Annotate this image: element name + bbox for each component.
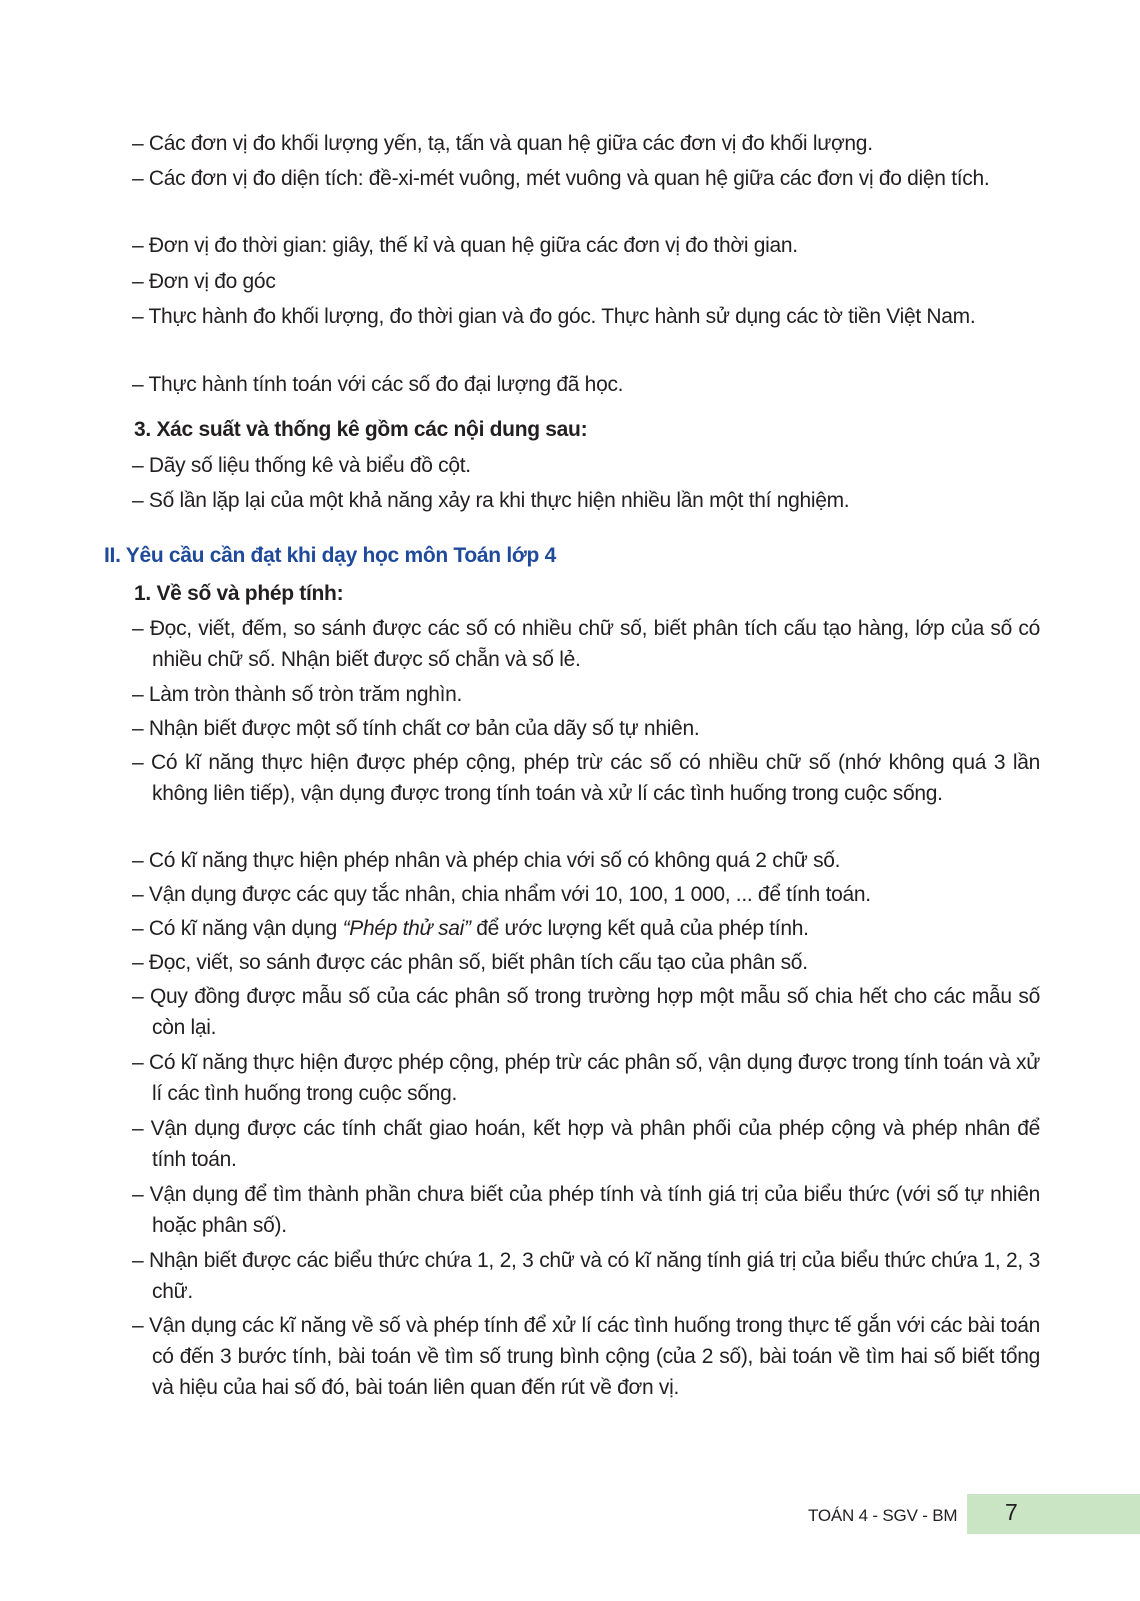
list-item: – Các đơn vị đo diện tích: đề-xi-mét vuông, mét vuông và quan hệ giữa các đơn vị đo diện tích. (132, 167, 990, 190)
list-item: – Đơn vị đo góc (132, 270, 276, 293)
section-heading: II. Yêu cầu cần đạt khi dạy học môn Toán lớp 4 (104, 544, 556, 567)
book-label: TOÁN 4 - SGV - BM (808, 1506, 958, 1525)
sub-heading: 1. Về số và phép tính: (134, 582, 344, 605)
list-item: – Thực hành tính toán với các số đo đại lượng đã học. (132, 373, 624, 396)
list-item: – Đơn vị đo thời gian: giây, thế kỉ và quan hệ giữa các đơn vị đo thời gian. (132, 234, 798, 257)
page-number-band (967, 1494, 1140, 1534)
list-item: – Dãy số liệu thống kê và biểu đồ cột. (132, 454, 471, 477)
list-item: – Vận dụng được các quy tắc nhân, chia nhẩm với 10, 100, 1 000, ... để tính toán. (132, 883, 871, 906)
page-number: 7 (1005, 1499, 1018, 1525)
list-item: – Vận dụng các kĩ năng về số và phép tính để xử lí các tình huống trong thực tế gắn với các bài toán có đến 3 bước tính, bài toán về tìm số trung bình cộng (của 2 số), bài toán về tìm hai số biết tổng và hiệu của hai số đó, bài toán liên quan đến rút về đơn vị. (132, 1314, 1040, 1399)
list-item: – Quy đồng được mẫu số của các phân số trong trường hợp một mẫu số chia hết cho các mẫu số còn lại. (132, 985, 1040, 1039)
list-item: – Số lần lặp lại của một khả năng xảy ra khi thực hiện nhiều lần một thí nghiệm. (132, 489, 850, 512)
list-item: – Nhận biết được một số tính chất cơ bản của dãy số tự nhiên. (132, 717, 700, 740)
probability-heading: 3. Xác suất và thống kê gồm các nội dung sau: (134, 418, 588, 441)
list-item: – Thực hành đo khối lượng, đo thời gian và đo góc. Thực hành sử dụng các tờ tiền Việt Nam. (132, 305, 976, 328)
list-item: – Nhận biết được các biểu thức chứa 1, 2, 3 chữ và có kĩ năng tính giá trị của biểu thức chứa 1, 2, 3 chữ. (132, 1249, 1040, 1303)
list-item (132, 913, 1040, 944)
item-text: – Có kĩ năng vận dụng (132, 917, 343, 940)
italic-term: “Phép thử sai” (342, 917, 471, 940)
item-text: để ước lượng kết quả của phép tính. (470, 917, 809, 940)
list-item: – Đọc, viết, so sánh được các phân số, biết phân tích cấu tạo của phân số. (132, 951, 808, 974)
list-item: – Có kĩ năng thực hiện được phép cộng, phép trừ các số có nhiều chữ số (nhớ không quá 3 lần không liên tiếp), vận dụng được trong tính toán và xử lí các tình huống trong cuộc sống. (132, 751, 1040, 805)
list-item: – Vận dụng để tìm thành phần chưa biết của phép tính và tính giá trị của biểu thức (với số tự nhiên hoặc phân số). (132, 1183, 1040, 1237)
list-item: – Vận dụng được các tính chất giao hoán, kết hợp và phân phối của phép cộng và phép nhân để tính toán. (132, 1117, 1040, 1171)
list-item: – Có kĩ năng thực hiện được phép cộng, phép trừ các phân số, vận dụng được trong tính toán và xử lí các tình huống trong cuộc sống. (132, 1051, 1040, 1105)
list-item: – Các đơn vị đo khối lượng yến, tạ, tấn và quan hệ giữa các đơn vị đo khối lượng. (132, 132, 873, 155)
list-item: – Đọc, viết, đếm, so sánh được các số có nhiều chữ số, biết phân tích cấu tạo hàng, lớp của số có nhiều chữ số. Nhận biết được số chẵn và số lẻ. (132, 617, 1040, 671)
list-item: – Có kĩ năng thực hiện phép nhân và phép chia với số có không quá 2 chữ số. (132, 849, 841, 872)
list-item: – Làm tròn thành số tròn trăm nghìn. (132, 683, 463, 706)
